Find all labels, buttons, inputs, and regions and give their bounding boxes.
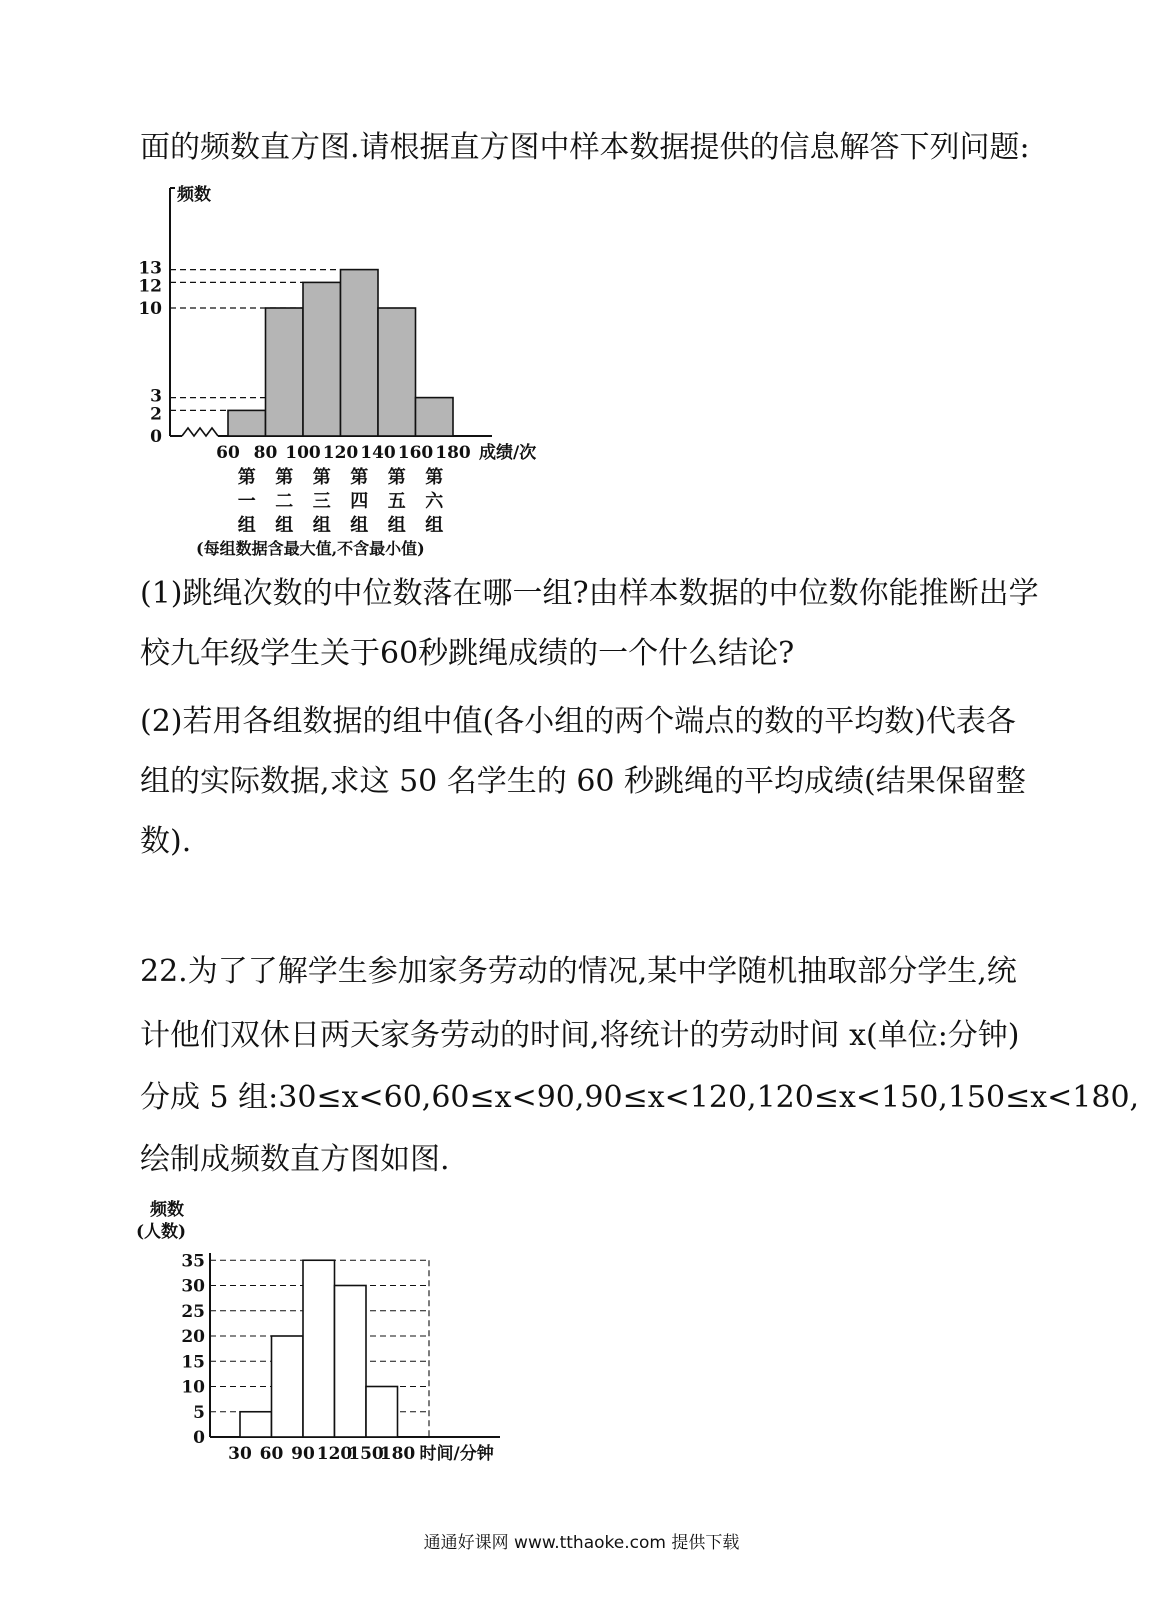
x-axis-label: 成绩/次 [479,443,537,463]
y-axis-label-2: (人数) [136,1222,187,1242]
x-tick-label: 60 [259,1444,284,1464]
y-tick-label: 20 [181,1327,205,1347]
x-tick-label: 160 [397,443,434,463]
histogram-bar [335,1286,367,1438]
chart-jump-rope [130,180,690,560]
y-tick-label: 30 [181,1276,205,1297]
group-label-char: 第 [312,467,331,488]
group-label-char: 组 [350,515,369,536]
y-axis-label: 频数 [177,185,211,205]
intro-line: 面的频数直方图.请根据直方图中样本数据提供的信息解答下列问题: [140,130,1030,165]
histogram-bar [378,308,416,436]
x-tick-label: 120 [322,443,359,463]
group-note: (每组数据含最大值,不含最小值) [196,539,425,558]
y-tick-label: 5 [193,1402,205,1423]
y-tick-label: 3 [150,386,162,407]
histogram-bar [416,398,454,436]
group-label-char: 第 [387,467,406,488]
y-tick-label: 35 [181,1251,205,1272]
question-1-line-2: 校九年级学生关于60秒跳绳成绩的一个什么结论? [140,636,795,671]
question-2-line-2: 组的实际数据,求这 50 名学生的 60 秒跳绳的平均成绩(结果保留整 [140,764,1026,799]
question-1-line-1: (1)跳绳次数的中位数落在哪一组?由样本数据的中位数你能推断出学 [140,576,1039,611]
x-tick-label: 30 [228,1444,252,1464]
y-tick-label: 13 [138,258,162,279]
group-label-char: 第 [350,467,369,488]
group-label-char: 组 [312,515,331,536]
y-tick-label: 0 [150,427,162,447]
group-label-char: 三 [312,491,331,512]
group-label-char: 五 [387,491,406,512]
y-tick-label: 15 [181,1352,205,1373]
problem-22-line-4: 绘制成频数直方图如图. [140,1142,450,1177]
x-tick-label: 80 [253,443,278,463]
problem-22-line-1: 22.为了了解学生参加家务劳动的情况,某中学随机抽取部分学生,统 [140,954,1017,989]
group-label-char: 二 [275,491,294,512]
group-label-char: 第 [275,467,294,488]
problem-22-line-2: 计他们双休日两天家务劳动的时间,将统计的劳动时间 x(单位:分钟) [140,1018,1020,1053]
x-tick-label: 140 [360,443,396,463]
y-tick-label: 2 [150,404,162,425]
x-axis-label: 时间/分钟 [419,1444,494,1464]
histogram-bar [240,1412,272,1437]
x-tick-label: 60 [216,443,240,463]
x-tick-label: 180 [379,1444,416,1464]
x-tick-label: 100 [285,443,321,463]
histogram-bar [228,410,266,436]
question-2-line-3: 数). [140,824,192,859]
group-label-char: 六 [425,491,444,512]
x-tick-label: 120 [316,1444,353,1464]
histogram-bar [366,1387,398,1438]
histogram-bar [272,1336,304,1437]
x-tick-label: 150 [348,1444,384,1464]
y-tick-label: 10 [138,299,162,319]
y-tick-label: 25 [181,1301,205,1322]
group-label-char: 一 [237,491,256,512]
axis-break-mark [182,428,218,436]
question-2-line-1: (2)若用各组数据的组中值(各小组的两个端点的数的平均数)代表各 [140,704,1016,739]
y-tick-label: 12 [138,276,162,297]
group-label-char: 组 [387,515,406,536]
x-tick-label: 90 [291,1444,315,1464]
y-axis-label: 频数 [150,1200,184,1220]
group-label-char: 组 [425,515,444,536]
histogram-bar [266,308,304,436]
problem-22-line-3: 分成 5 组:30≤x<60,60≤x<90,90≤x<120,120≤x<150,150≤x<180, [140,1080,1140,1115]
group-label-char: 第 [237,467,256,488]
histogram-bar [303,1260,335,1437]
page-footer: 通通好课网 www.tthaoke.com 提供下载 [423,1533,740,1553]
group-label-char: 四 [350,491,369,512]
group-label-char: 第 [425,467,444,488]
histogram-bar [341,270,379,436]
group-label-char: 组 [237,515,256,536]
group-label-char: 组 [275,515,294,536]
x-tick-label: 180 [435,443,471,463]
chart-housework-time [128,1195,548,1475]
y-tick-label: 0 [193,1428,205,1448]
y-tick-label: 10 [181,1377,205,1398]
histogram-bar [303,282,341,436]
